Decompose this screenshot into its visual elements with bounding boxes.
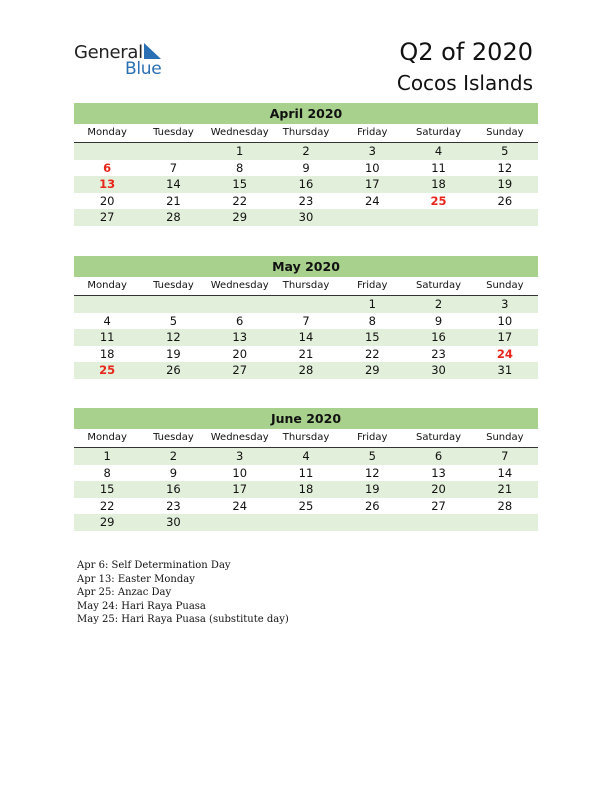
page-title: Q2 of 2020 [399, 38, 533, 66]
day-cell: 11 [431, 160, 446, 175]
weekday-label: Thursday [282, 127, 330, 138]
page-subtitle: Cocos Islands [396, 71, 533, 95]
week-row [74, 143, 538, 160]
week-row [74, 209, 538, 226]
day-cell [140, 296, 206, 313]
weekday-label: Wednesday [210, 280, 269, 291]
week-row [74, 514, 538, 531]
weekday-label: Sunday [486, 432, 524, 443]
week-row [74, 481, 538, 498]
holiday-note: Apr 25: Anzac Day [77, 587, 172, 599]
day-cell: 28 [298, 363, 314, 377]
week-row [74, 362, 538, 379]
holiday-day-cell: 6 [103, 160, 112, 175]
day-cell: 8 [103, 465, 111, 480]
day-cell: 17 [497, 330, 513, 344]
day-cell: 19 [166, 346, 181, 361]
weekday-header [74, 124, 538, 143]
brand-line2: Blue [125, 59, 162, 79]
month-title: April 2020 [74, 103, 538, 124]
day-cell: 2 [434, 297, 443, 311]
holiday-day-cell: 13 [99, 177, 116, 191]
day-cell: 24 [364, 193, 380, 208]
day-cell [339, 514, 405, 531]
day-cell: 6 [236, 313, 244, 328]
day-cell: 14 [497, 465, 513, 480]
weekday-label: Sunday [486, 127, 524, 138]
day-cell [273, 296, 339, 313]
week-row [74, 160, 538, 177]
day-cell: 22 [364, 346, 380, 361]
day-cell: 7 [302, 313, 310, 328]
weekday-label: Friday [357, 432, 388, 443]
day-cell: 10 [364, 160, 380, 175]
day-cell: 28 [166, 210, 181, 224]
day-cell [472, 209, 538, 226]
week-row [74, 193, 538, 210]
day-cell: 10 [497, 313, 513, 328]
day-cell: 8 [236, 160, 244, 175]
month-june [74, 408, 538, 531]
day-cell: 30 [298, 210, 314, 224]
weekday-label: Saturday [416, 432, 462, 443]
holiday-note: May 25: Hari Raya Puasa (substitute day) [77, 614, 289, 626]
day-cell: 27 [232, 363, 248, 377]
day-cell: 21 [497, 482, 513, 496]
day-cell: 8 [368, 313, 376, 328]
day-cell [207, 514, 273, 531]
day-cell [339, 209, 405, 226]
day-cell: 13 [232, 330, 248, 344]
day-cell: 17 [232, 482, 248, 496]
weekday-label: Friday [357, 127, 388, 138]
week-row [74, 465, 538, 482]
weekday-label: Saturday [416, 280, 462, 291]
day-cell: 21 [298, 346, 314, 361]
day-cell: 10 [232, 465, 248, 480]
day-cell: 16 [166, 482, 181, 496]
day-cell: 26 [166, 363, 181, 377]
day-cell: 14 [298, 330, 314, 344]
weekday-label: Tuesday [153, 432, 194, 443]
week-row [74, 313, 538, 330]
week-row [74, 448, 538, 465]
day-cell: 29 [232, 210, 248, 224]
month-title: June 2020 [74, 408, 538, 429]
day-cell: 3 [236, 449, 244, 463]
day-cell: 26 [497, 193, 513, 208]
day-cell: 3 [501, 297, 509, 311]
day-cell: 3 [368, 144, 376, 158]
day-cell: 2 [302, 144, 310, 158]
brand-line1: General [74, 42, 143, 63]
day-cell: 1 [368, 297, 376, 311]
day-cell: 21 [166, 193, 181, 208]
day-cell: 18 [431, 177, 446, 191]
day-cell: 7 [501, 449, 509, 463]
day-cell: 9 [169, 465, 178, 480]
day-cell [74, 296, 140, 313]
day-cell: 15 [99, 482, 115, 496]
day-cell: 5 [169, 313, 178, 328]
day-cell: 25 [298, 498, 314, 513]
day-cell: 30 [166, 515, 181, 529]
day-cell: 4 [434, 144, 443, 158]
day-cell: 17 [364, 177, 380, 191]
day-cell: 23 [166, 498, 181, 513]
day-cell: 1 [103, 449, 111, 463]
day-cell: 29 [364, 363, 380, 377]
day-cell: 28 [497, 498, 513, 513]
month-may [74, 256, 538, 379]
flag-icon [142, 43, 162, 61]
day-cell: 12 [166, 330, 181, 344]
month-title: May 2020 [74, 256, 538, 277]
weekday-label: Monday [87, 280, 127, 291]
day-cell: 18 [99, 346, 115, 361]
day-cell: 11 [298, 465, 314, 480]
day-cell: 27 [99, 210, 115, 224]
weekday-header [74, 429, 538, 448]
day-cell: 19 [497, 177, 513, 191]
day-cell: 15 [364, 330, 380, 344]
day-cell: 7 [169, 160, 178, 175]
day-cell: 29 [99, 515, 115, 529]
day-cell: 19 [364, 482, 380, 496]
weekday-label: Monday [87, 432, 127, 443]
weekday-label: Tuesday [153, 280, 194, 291]
month-april [74, 103, 538, 226]
day-cell: 11 [99, 330, 115, 344]
weekday-label: Thursday [282, 432, 330, 443]
week-row [74, 346, 538, 363]
day-cell: 2 [169, 449, 178, 463]
day-cell: 30 [431, 363, 446, 377]
day-cell: 5 [368, 449, 376, 463]
day-cell [472, 514, 538, 531]
day-cell: 1 [236, 144, 244, 158]
day-cell: 18 [298, 482, 314, 496]
day-cell: 20 [232, 346, 248, 361]
day-cell: 12 [497, 160, 513, 175]
day-cell: 13 [431, 465, 446, 480]
weekday-header [74, 277, 538, 296]
day-cell: 9 [302, 160, 310, 175]
day-cell: 14 [166, 177, 181, 191]
weekday-label: Wednesday [210, 127, 269, 138]
day-cell: 22 [99, 498, 115, 513]
holiday-note: Apr 13: Easter Monday [77, 573, 195, 585]
day-cell [207, 296, 273, 313]
day-cell [74, 143, 140, 160]
day-cell: 20 [431, 482, 446, 496]
brand-logo [74, 42, 184, 78]
weekday-label: Saturday [416, 127, 462, 138]
week-row [74, 296, 538, 313]
weekday-label: Sunday [486, 280, 524, 291]
holiday-notes [77, 559, 289, 627]
day-cell: 4 [302, 449, 310, 463]
day-cell: 12 [364, 465, 380, 480]
day-cell: 5 [501, 144, 509, 158]
day-cell [140, 143, 206, 160]
holiday-day-cell: 24 [496, 346, 513, 361]
day-cell: 15 [232, 177, 248, 191]
day-cell: 26 [364, 498, 380, 513]
day-cell [405, 209, 471, 226]
holiday-day-cell: 25 [430, 193, 447, 208]
weekday-label: Friday [357, 280, 388, 291]
holiday-note: Apr 6: Self Determination Day [77, 560, 231, 571]
day-cell: 31 [497, 363, 513, 377]
day-cell: 16 [298, 177, 314, 191]
holiday-note: May 24: Hari Raya Puasa [77, 600, 206, 612]
day-cell: 24 [232, 498, 248, 513]
day-cell: 20 [99, 193, 115, 208]
day-cell: 27 [431, 498, 446, 513]
weekday-label: Monday [87, 127, 127, 138]
weekday-label: Tuesday [153, 127, 194, 138]
day-cell: 22 [232, 193, 248, 208]
day-cell: 23 [298, 193, 314, 208]
weekday-label: Thursday [282, 280, 330, 291]
holiday-day-cell: 25 [99, 363, 116, 377]
week-row [74, 329, 538, 346]
day-cell [273, 514, 339, 531]
week-row [74, 176, 538, 193]
day-cell: 16 [431, 330, 446, 344]
day-cell [405, 514, 471, 531]
weekday-label: Wednesday [210, 432, 269, 443]
day-cell: 4 [103, 313, 111, 328]
week-row [74, 498, 538, 515]
day-cell: 6 [434, 449, 443, 463]
day-cell: 9 [434, 313, 443, 328]
day-cell: 23 [431, 346, 446, 361]
